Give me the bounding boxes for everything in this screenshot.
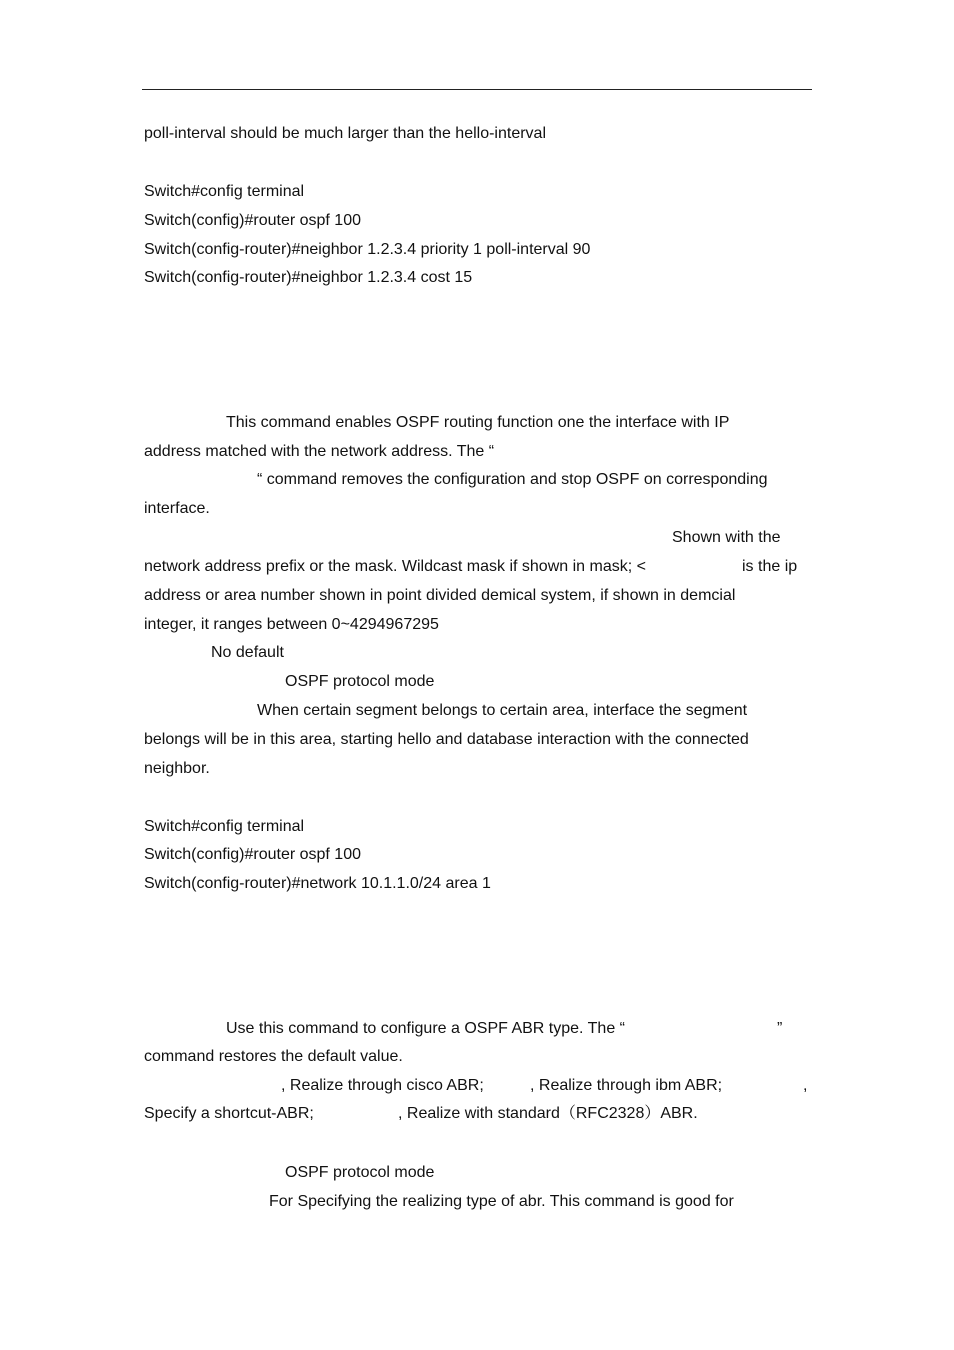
text-line: integer, it ranges between 0~4294967295 [144,616,439,633]
code-line: Switch(config-router)#network 10.1.1.0/24 area 1 [144,875,491,892]
code-line: Switch(config-router)#neighbor 1.2.3.4 priority 1 poll-interval 90 [144,241,591,258]
text-line: , Realize with standard（RFC2328）ABR. [398,1105,698,1122]
text-line: OSPF protocol mode [285,1164,435,1181]
text-line: address matched with the network address. The “ [144,443,495,460]
text-line: address or area number shown in point divided demical system, if shown in demcial [144,587,736,604]
text-line: This command enables OSPF routing function one the interface with IP [226,414,730,431]
text-line: ” [777,1020,783,1037]
code-line: Switch#config terminal [144,818,305,835]
text-line: No default [211,644,284,661]
text-line: , Realize through ibm ABR; [530,1077,723,1094]
text-line: OSPF protocol mode [285,673,435,690]
text-line: Specify a shortcut-ABR; [144,1105,314,1122]
text-line: neighbor. [144,760,210,777]
header-rule [142,89,812,90]
text-line: Shown with the [672,529,781,546]
text-line: , Realize through cisco ABR; [281,1077,484,1094]
code-line: Switch(config)#router ospf 100 [144,846,361,863]
text-line: is the ip [742,558,798,575]
text-line: For Specifying the realizing type of abr. This command is good for [269,1193,734,1210]
text-line: poll-interval should be much larger than the hello-interval [144,125,546,142]
text-line: “ command removes the configuration and stop OSPF on corresponding [257,471,768,488]
code-line: Switch#config terminal [144,183,305,200]
text-line: , [803,1077,808,1094]
text-line: interface. [144,500,210,517]
text-line: Use this command to configure a OSPF ABR type. The “ [226,1020,625,1037]
text-line: network address prefix or the mask. Wildcast mask if shown in mask; < [144,558,646,575]
text-line: When certain segment belongs to certain area, interface the segment [257,702,748,719]
text-line: command restores the default value. [144,1048,403,1065]
text-line: belongs will be in this area, starting hello and database interaction with the connected [144,731,749,748]
code-line: Switch(config-router)#neighbor 1.2.3.4 cost 15 [144,269,473,286]
code-line: Switch(config)#router ospf 100 [144,212,361,229]
